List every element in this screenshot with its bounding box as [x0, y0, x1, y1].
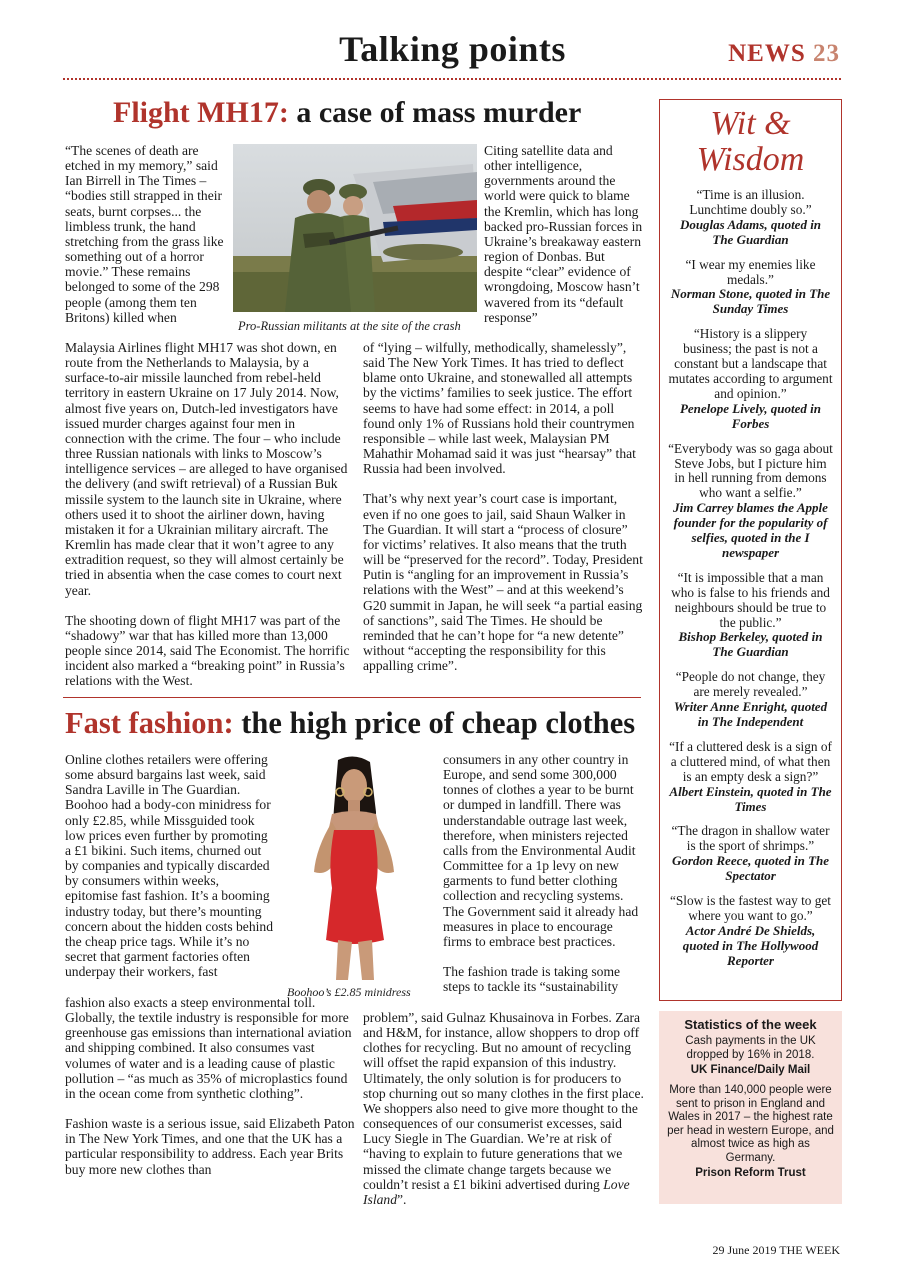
- page-footer: 29 June 2019 THE WEEK: [712, 1243, 840, 1257]
- photo-caption: Pro-Russian militants at the site of the crash: [238, 319, 461, 333]
- wit-and-wisdom-box: [659, 99, 842, 1001]
- quote-attribution: Gordon Reece, quoted in The Spectator: [671, 853, 830, 884]
- article-text: [65, 752, 275, 979]
- headline-rest: the high price of cheap clothes: [233, 706, 636, 740]
- quote-text: “It is impossible that a man who is false to his friends and neighbours should be true to the public.”: [671, 569, 830, 630]
- article-text: [363, 1010, 645, 1207]
- quote: [668, 258, 833, 318]
- quote: [668, 894, 833, 969]
- stat-text: More than 140,000 people were sent to prison in England and Wales in 2017 – the highest rate per head in western Europe, and almost twice as high as Germany.: [667, 1084, 834, 1164]
- article-photo: [276, 752, 432, 980]
- quote-text: “Time is an illusion. Lunchtime doubly so.”: [689, 187, 812, 217]
- article-headline: [65, 706, 635, 741]
- photo-caption: Boohoo’s £2.85 minidress: [287, 985, 411, 999]
- stat-source: Prison Reform Trust: [695, 1167, 806, 1179]
- quote-text: “People do not change, they are merely revealed.”: [675, 669, 826, 700]
- article-paragraph: That’s why next year’s court case is important, even if no one goes to jail, said Shaun Walker in The Guardian. It will start a “process of closure” for victims’ relatives. It also means that the truth will be “preserved for the record”. Today, President Putin is “angling for an improvement in Russia’s relations with the West” – and at this weekend’s G20 summit in Japan, he will seek “a partial easing of sanctions”, said The Times. He should be reminded that he can’t hope for “a new detente” without “accepting the responsibility for this appalling crime”.: [363, 491, 643, 674]
- quote: [668, 670, 833, 730]
- stat-source: UK Finance/Daily Mail: [690, 1064, 811, 1076]
- article-paragraph: fashion also exacts a steep environmental toll. Globally, the textile industry is responsible for more greenhouse gas emissions than international aviation and shipping combined. It also consumes vast volumes of water and is a leading cause of plastic pollution – “as much as 35% of microplastics found in the ocean come from synthetic clothing”.: [65, 995, 352, 1101]
- article-paragraph: Fashion waste is a serious issue, said Elizabeth Paton in The New York Times, and one that the UK has a particular responsibility to address. Each year Brits buy more new clothes than: [65, 1116, 355, 1177]
- paragraph-text: problem”, said Gulnaz Khusainova in Forbes. Zara and H&M, for instance, allow shoppers to drop off clothes for recycling. But no amount of recycling will offset the rapid expansion of this industry. Ultimately, the only solution is for producers to stop churning out so many clothes in the first place. We shoppers also need to give more thought to the consequences of our consumerist excesses, said Lucy Siegle in The Guardian. We’re at risk of “having to explain to future generations that we missed the climate change targets because we couldn’t resist a £1 bikini advertised during: [363, 1010, 644, 1192]
- section-tag: [728, 40, 840, 68]
- headline-rest: a case of mass murder: [288, 96, 582, 129]
- article-paragraph: Online clothes retailers were offering some absurd bargains last week, said Sandra Laville in The Guardian. Boohoo had a body-con minidress for only £2.85, while Missguided took low prices even further by promoting a £1 bikini. Such items, churned out by companies and typically discarded by consumers within weeks, epitomise fast fashion. It’s a booming industry today, but there’s mounting concern about the hidden costs behind the cheap price tags. While it’s no secret that garment factories often underpay their workers, fast: [65, 752, 274, 980]
- article-paragraph: The shooting down of flight MH17 was part of the “shadowy” war that has killed more than 13,000 people since 2014, said The Economist. The horrific incident also marked a “breaking point” in Russia’s relations with the West.: [65, 612, 350, 689]
- wit-title-line1: Wit &: [710, 105, 791, 142]
- article-paragraph: Citing satellite data and other intelligence, governments around the world were quick to blame the Kremlin, which has long backed pro-Russian forces in Ukraine’s breakaway eastern region of Donbas. But despite “clear” evidence of wrongdoing, Moscow hasn’t wavered from its “default response”: [484, 143, 643, 325]
- headline-accent: Fast fashion:: [65, 706, 234, 740]
- quote: [668, 740, 833, 815]
- page-title: Talking points: [339, 29, 566, 69]
- statistics-box: [659, 1011, 842, 1204]
- quote: [668, 327, 833, 431]
- quote-text: “I wear my enemies like medals.”: [685, 256, 816, 287]
- article-text: [363, 340, 645, 673]
- paragraph-end: ”.: [396, 1191, 407, 1207]
- article-paragraph: “The scenes of death are etched in my memory,” said Ian Birrell in The Times – “bodies still strapped in their seats, burnt corpses... the limbless trunk, the hand stretching from the grass like something out of a horror movie.” These remains belonged to some of the 298 people (among them ten Britons) killed when: [65, 143, 224, 325]
- quote-attribution: Penelope Lively, quoted in Forbes: [679, 400, 822, 431]
- quote: [668, 442, 833, 561]
- section-label: NEWS: [728, 40, 806, 67]
- article-text: [65, 340, 355, 688]
- quote-text: “Slow is the fastest way to get where you want to go.”: [669, 893, 831, 923]
- article-divider: [63, 697, 641, 698]
- quote-attribution: Actor André De Shields, quoted in The Hollywood Reporter: [682, 922, 819, 968]
- article-paragraph: of “lying – wilfully, methodically, shamelessly”, said The New York Times. It has tried to deflect blame onto Ukraine, and stonewalled all attempts by the victims’ families to seek justice. The effort seems to have had some effect: in 2014, a poll found only 1% of Russians hold their countrymen responsible – while last week, Malaysian PM Mahathir Mohamad said it was just “hearsay” that Russia had been involved.: [363, 340, 636, 477]
- article-text: [443, 752, 643, 994]
- quote-text: “If a cluttered desk is a sign of a cluttered mind, of what then is an empty desk a sign?”: [669, 738, 832, 784]
- quote: [668, 571, 833, 660]
- stats-title: Statistics of the week: [684, 1017, 817, 1032]
- article-text: [65, 143, 230, 325]
- article-photo: [233, 144, 477, 312]
- quote: [668, 188, 833, 248]
- article-paragraph: [363, 1010, 645, 1207]
- quote: [668, 824, 833, 884]
- quote-attribution: Jim Carrey blames the Apple founder for the popularity of selfies, quoted in the I newspaper: [673, 500, 828, 560]
- quote-attribution: Douglas Adams, quoted in The Guardian: [679, 216, 822, 247]
- quote-attribution: Bishop Berkeley, quoted in The Guardian: [678, 629, 823, 660]
- wit-title: [660, 100, 841, 178]
- stat-text: Cash payments in the UK dropped by 16% in 2018.: [685, 1035, 816, 1061]
- wit-title-line2: Wisdom: [696, 141, 805, 178]
- quote-attribution: Writer Anne Enright, quoted in The Independent: [673, 699, 828, 729]
- headline-accent: Flight MH17:: [113, 96, 289, 129]
- page-number: 23: [813, 40, 840, 67]
- article-text: [65, 995, 355, 1177]
- article-headline: [113, 96, 581, 130]
- minidress-photo: [276, 752, 432, 980]
- militants-photo: [233, 144, 477, 312]
- quote-text: “The dragon in shallow water is the sport of shrimps.”: [671, 823, 830, 854]
- article-paragraph: The fashion trade is taking some steps to tackle its “sustainability: [443, 964, 621, 995]
- article-text: [484, 143, 644, 325]
- quote-text: “History is a slippery business; the past is not a constant but a landscape that mutates according to argument and opinion.”: [668, 326, 833, 401]
- article-paragraph: Malaysia Airlines flight MH17 was shot down, en route from the Netherlands to Malaysia, by a surface-to-air missile launched from rebel-held territory in eastern Ukraine on 17 July 2014. Now, almost five years on, Dutch-led investigators have issued murder charges against four men in connection with the crime. The four – who include three Russian nationals with links to Moscow’s intelligence services – are alleged to have organised the delivery (and swift retrieval) of a Russian Buk missile system to the launch site in Ukraine, where others used it to shoot the airliner down, having mistaken it for a Ukrainian military aircraft. The Kremlin has made clear that it won’t agree to any extradition request, so they will almost certainly be tried in absentia when the case comes to court next year.: [65, 340, 348, 598]
- quote-text: “Everybody was so gaga about Steve Jobs, but I picture him in hell running from demons who want a selfie.”: [668, 440, 833, 501]
- quote-attribution: Norman Stone, quoted in The Sunday Times: [670, 286, 831, 317]
- article-paragraph: consumers in any other country in Europe, and send some 300,000 tonnes of clothes a year to be burnt or dumped in landfill. There was understandable outrage last week, therefore, when ministers rejected calls from the Environmental Audit Committee for a 1p levy on new garments to fund better clothing collection and recycling systems. The Government said it already had measures in place to encourage firms to embrace best practices.: [443, 752, 639, 949]
- show-title: Love Island: [363, 1176, 630, 1207]
- quote-attribution: Albert Einstein, quoted in The Times: [669, 783, 832, 814]
- header-divider: [63, 78, 841, 80]
